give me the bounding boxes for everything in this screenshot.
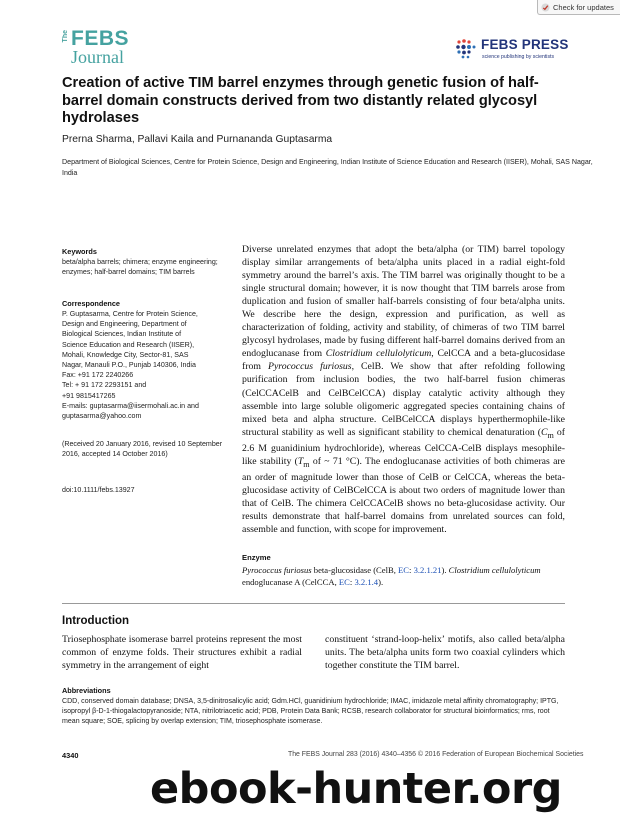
logo-febs: FEBS [71,27,130,50]
enzyme-heading: Enzyme [242,553,271,562]
febs-press-logo [455,37,585,63]
check-updates-icon [541,3,550,12]
organism-name: Clostridium cellulolyticum [448,565,541,575]
abstract-part: Diverse unrelated enzymes that adopt the beta/alpha (or TIM) barrel topology display similar arrangements of beta/alpha units placed in a radial eight-fold symmetry around the barrel’s axis. The TIM barrel was originally thought to be a single structural domain; however, it is now thought that TIM barrels arose from duplication and fusion of smaller half-barrels consisting of four beta/alpha units. We describe here the design, expression and purification, as well as characterization of folding, activity and stability, of chimeras of two TIM barrel glycosyl hydrolases, made by fusing different half-barrel domains derived from an endoglucanase from [242,244,565,360]
introduction-heading: Introduction [62,615,130,627]
organism-name: Clostridium cellulolyticum [325,348,432,360]
abstract [242,243,565,536]
article-title: Creation of active TIM barrel enzymes through genetic fusion of half-barrel domain constructs derived from two distantly related glycosyl hydrolases [62,75,539,126]
abbreviations-text: CDD, conserved domain database; DNSA, 3,5-dinitrosalicylic acid; Gdm.HCl, guanidinium hydrochloride; IMAC, imidazole metal affinity chromatography; IPTG, isopropyl β-D-1-thiogalactopyranoside; NTA, nitrilotriacetic acid; PDB, Protein Data Bank; RCSB, research collaborator for structural bioinformatics; rms, root mean square; SOE, splicing by overlap extension; TIM, triosephosphate isomerase. [62,698,559,726]
enzyme-list: Pyrococcus furiosus beta-glucosidase (CelB, EC: 3.2.1.21). Clostridium cellulolyticum endoglucanase A (CelCCA, EC: 3.2.1.4). [242,565,541,587]
organism-name: Pyrococcus furiosus [242,565,312,575]
febs-press-tagline: science publishing by scientists [482,54,555,60]
abstract-part: , CelCCA and a beta-glucosidase from [242,348,565,373]
logo-the: The [62,30,69,43]
article-authors: Prerna Sharma, Pallavi Kaila and Purnananda Guptasarma [62,134,333,145]
ec-link[interactable]: EC [398,565,410,575]
enzyme-part: endoglucanase A (CelCCA, [242,577,339,587]
febs-journal-logo [62,28,172,68]
ec-number-link[interactable]: 3.2.1.21 [413,565,442,575]
introduction-left-column: Triosephosphate isomerase barrel proteins represent the most common of enzyme folds. Their structures exhibit a radial symmetry in the arrangement of eight [62,634,302,672]
ec-number-link[interactable]: 3.2.1.4 [354,577,379,587]
keywords-heading: Keywords [62,247,97,256]
febs-press-dots-icon [455,38,479,60]
received-dates: (Received 20 January 2016, revised 10 September 2016, accepted 14 October 2016) [62,440,223,459]
introduction-right-column: constituent ‘strand-loop-helix’ motifs, also called beta/alpha units. The beta/alpha units form two coaxial cylinders which together constitute the TIM barrel. [325,634,565,672]
ec-link[interactable]: EC [338,577,350,587]
organism-name: Pyrococcus furiosus [267,361,352,373]
abstract-part: of ~ 71 °C). The endoglucanase activities of both chimeras are an order of magnitude lower than those of CelB or CelCCA, whereas the beta-glucosidase activity of CelBCelCCA is about two orders of magnitude lower than that of CelB. The chimera CelCCACelB shows no beta-glucosidase activity. Our results demonstrate that half-barrel domains from unrelated sources can fold, assemble and function, with scope for improvement. [242,455,565,535]
abstract-part: , CelB. We show that after refolding following purification from inclusion bodies, the two half-barrel fusion chimeras (CelCCACelB and CelBCelCCA) display catalytic activity although they assemble into large soluble oligomeric aggregated species containing chains of mixed beta and alpha structure. CelBCelCCA displays hyperthermophile-like structural stability as well as significant stability to chemical denaturation ( [242,361,565,438]
correspondence-details: P. Guptasarma, Centre for Protein Science, Design and Engineering, Department of Biological Sciences, Indian Institute of Science Education and Research (IISER), Mohali, Knowledge City, Sector-81, SAS Nagar, Manauli P.O., Punjab 140306, India Fax: +91 172 2240266 Tel: + 91 172 2293151 and +91 9815417265 E-mails: guptasarma@iisermohali.ac.in and guptasarma@yahoo.com [62,310,199,421]
check-for-updates-button[interactable] [537,0,620,15]
enzyme-part: ). [378,577,384,587]
symbol-t: T [297,455,304,467]
check-updates-label: Check for updates [553,2,614,12]
enzyme-part: beta-glucosidase (CelB, [311,565,399,575]
keywords-list: beta/alpha barrels; chimera; enzyme engineering; enzymes; half-barrel domains; TIM barrels [62,258,218,277]
correspondence-heading: Correspondence [62,299,120,308]
febs-press-name: FEBS PRESS [481,37,569,52]
abstract-part: of 2.6 M guanidinium hydrochloride), whereas CelCCA-CelB displays mesophile-like stability ( [242,426,565,467]
watermark: ebook-hunter.org [150,764,562,814]
footer-citation: The FEBS Journal 283 (2016) 4340–4356 © 2016 Federation of European Biochemical Societies [288,751,584,758]
page-number: 4340 [62,751,79,760]
section-divider [62,603,565,604]
article-affiliation: Department of Biological Sciences, Centre for Protein Science, Design and Engineering, Indian Institute of Science Education and Research (IISER), Mohali, SAS Nagar, India [62,158,593,177]
enzyme-part: ). [441,565,449,575]
symbol-c: C [541,426,548,438]
symbol-subscript: m [303,459,310,469]
logo-journal: Journal [71,47,124,67]
doi-link[interactable]: doi:10.1111/febs.13927 [62,486,135,494]
symbol-subscript: m [547,430,554,440]
abbreviations-heading: Abbreviations [62,686,111,695]
